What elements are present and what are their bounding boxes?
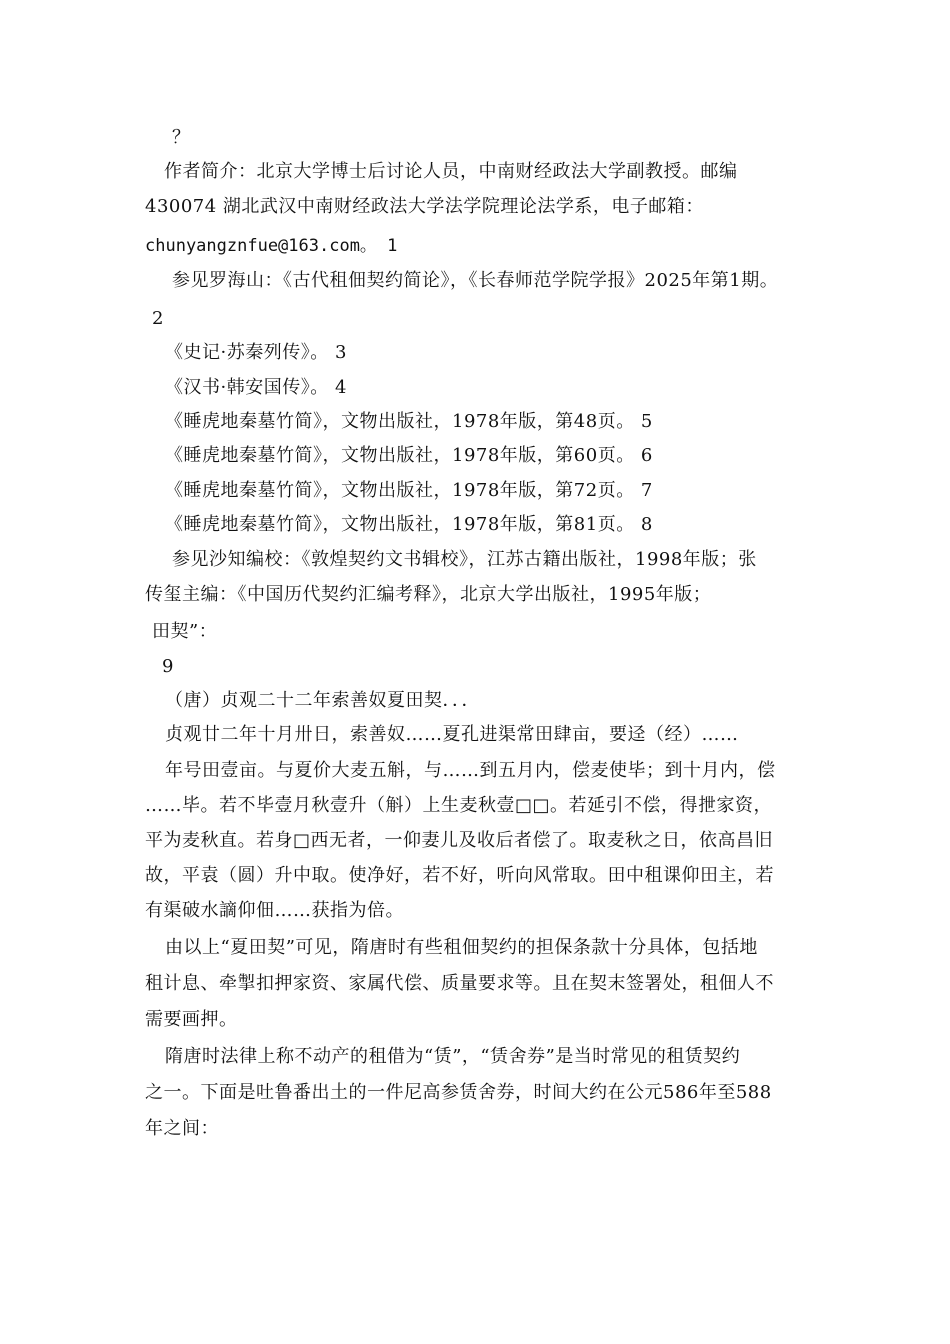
text-line-contract-2: 年号田壹亩。与夏价大麦五斛，与……到五月内，偿麦使毕；到十月内，偿 [165, 760, 776, 781]
text-line-question-mark: ？ [172, 127, 191, 148]
text-line-note-4: 《睡虎地秦墓竹简》，文物出版社，1978年版，第48页。 5 [165, 411, 653, 432]
text-line-contract-6: 有渠破水謫仰佃……获指为倍。 [145, 900, 404, 921]
text-line-email: chunyangznfue@163.com。 1 [145, 236, 398, 256]
text-line-contract-5: 故，平袁（圆）升中取。使净好，若不好，听向风常取。田中租课仰田主，若 [145, 865, 774, 886]
text-line-address: 430074 湖北武汉中南财经政法大学法学院理论法学系，电子邮箱： [145, 196, 704, 217]
text-line-note-5: 《睡虎地秦墓竹简》，文物出版社，1978年版，第60页。 6 [165, 445, 653, 466]
text-line-contract-3: ……毕。若不毕壹月秋壹升（斛）上生麦秋壹□□。若延引不偿，得抴家资， [145, 795, 773, 816]
text-line-note-number-2: 2 [152, 308, 164, 329]
text-line-field-contract-label: 田契”： [152, 621, 218, 642]
text-line-analysis-2: 租计息、牵掣扣押家资、家属代偿、质量要求等。且在契末签署处，租佃人不 [145, 973, 774, 994]
text-line-note-1: 参见罗海山：《古代租佃契约简论》，《长春师范学院学报》2025年第1期。 [172, 270, 779, 291]
text-line-contract-1: 贞观廿二年十月卅日，索善奴……夏孔进渠常田肆亩，要迳（经）…… [165, 724, 739, 745]
text-line-note-6: 《睡虎地秦墓竹简》，文物出版社，1978年版，第72页。 7 [165, 480, 653, 501]
text-line-lease-2: 之一。下面是吐鲁番出土的一件尼高参赁舍券，时间大约在公元586年至588 [145, 1082, 772, 1103]
text-line-note-3: 《汉书·韩安国传》。 4 [165, 377, 347, 398]
text-line-note-number-9: 9 [162, 656, 174, 677]
text-line-note-8-continued: 传玺主编：《中国历代契约汇编考释》，北京大学出版社，1995年版； [145, 584, 712, 605]
text-line-analysis-3: 需要画押。 [145, 1009, 238, 1030]
text-line-contract-4: 平为麦秋直。若身□西无者，一仰妻儿及收后者偿了。取麦秋之日，依高昌旧 [145, 830, 774, 851]
text-line-note-2: 《史记·苏秦列传》。 3 [165, 342, 347, 363]
text-line-author-intro: 作者简介：北京大学博士后讨论人员，中南财经政法大学副教授。邮编 [164, 161, 738, 182]
text-line-note-7: 《睡虎地秦墓竹简》，文物出版社，1978年版，第81页。 8 [165, 514, 653, 535]
text-line-contract-title: （唐）贞观二十二年索善奴夏田契．．． [165, 690, 480, 711]
text-line-lease-3: 年之间： [145, 1118, 219, 1139]
text-line-note-8: 参见沙知编校：《敦煌契约文书辑校》，江苏古籍出版社，1998年版；张 [172, 549, 757, 570]
text-line-analysis-1: 由以上“夏田契”可见，隋唐时有些租佃契约的担保条款十分具体，包括地 [165, 937, 758, 958]
text-line-lease-1: 隋唐时法律上称不动产的租借为“赁”，“赁舍券”是当时常见的租赁契约 [165, 1046, 741, 1067]
